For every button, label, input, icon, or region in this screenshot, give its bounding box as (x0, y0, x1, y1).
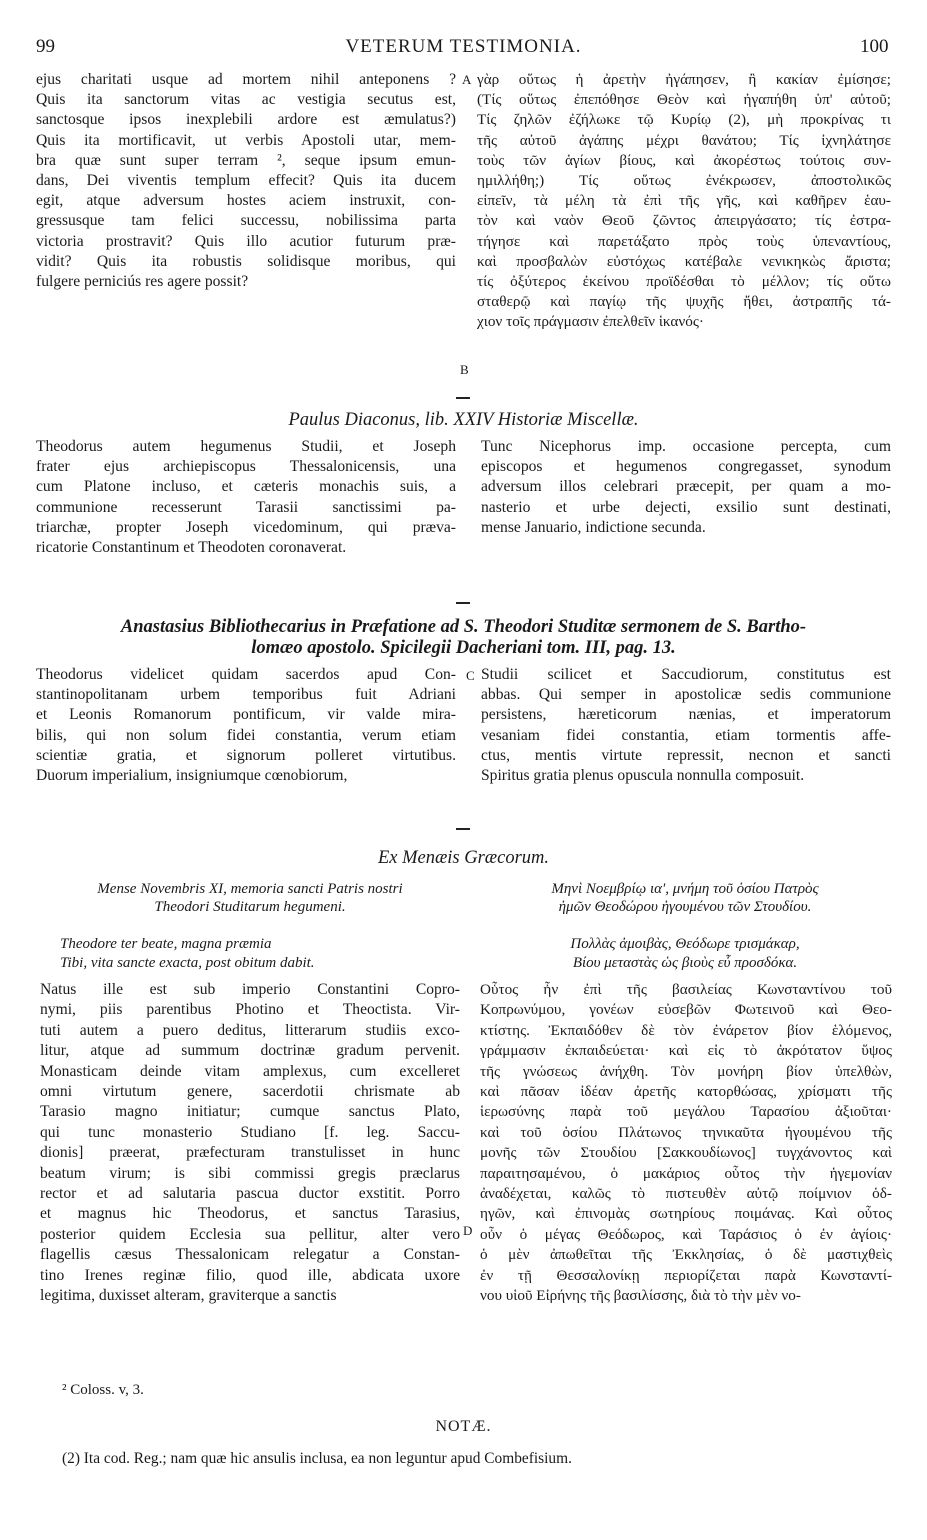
text-line: ejus charitati usque ad mortem nihil anteponens ? (36, 71, 456, 88)
text-line: ἱερωσύνης παρὰ τοῦ μεγάλου Ταρασίου ἀξιοῦται· (480, 1103, 892, 1121)
greek-caption-line: Μηνὶ Νοεμβρίῳ ια', μνήμη τοῦ ὁσίου Πατρὸς (551, 881, 819, 897)
text-line: scientiæ gratia, et signorum polleret virtutibus. (36, 746, 456, 764)
text-line: Tunc Nicephorus imp. occasione percepta, cum (481, 438, 891, 455)
margin-letter-c: C (466, 668, 475, 683)
text-line: τίς ὀξύτερος ἐκείνου προϊδέσθαι τὸ μέλλον; τίς οὕτω (477, 273, 891, 291)
text-line: Οὗτος ἦν ἐπὶ τῆς βασιλείας Κωνσταντίνου τοῦ (480, 981, 892, 998)
latin-verse-line: Theodore ter beate, magna præmia (60, 936, 272, 952)
anastasius-heading-line2: lomæo apostolo. Spicilegii Dacheriani tom. III, pag. 13. (251, 638, 676, 658)
greek-verse (478, 935, 892, 973)
text-line: vidit? Quis ita robustis solidisque moribus, qui (36, 252, 456, 270)
text-line: οὖν ὁ μέγας Θεόδωρος, καὶ Ταράσιος ὁ ἐν ἁγίοις· (480, 1225, 892, 1243)
text-line: νου υἱοῦ Εἰρήνης τῆς βασιλίσσης, διὰ τὸ τὴν μὲν νο- (480, 1287, 801, 1305)
text-line: κτίστης. Ἐκπαιδόθεν δὲ τὸν ἐνάρετον βίον ἑλόμενος, (480, 1021, 892, 1039)
text-line: τῆς γνώσεως ἀνήχθη. Τὸν μονήρη βίον ὑπελθὼν, (480, 1062, 892, 1080)
latin-caption-line: Mense Novembris XI, memoria sancti Patris nostri (97, 881, 403, 897)
text-line: tuti autem a puero deditus, litterarum studiis exco- (40, 1021, 460, 1039)
text-line: Theodorus autem hegumenus Studii, et Joseph (36, 438, 456, 455)
text-line: Quis ita sanctorum vitas ac vestigia secutus est, (36, 91, 456, 109)
text-line: Spiritus gratia plenus opuscula nonnulla composuit. (481, 767, 805, 785)
running-title: VETERUM TESTIMONIA. (345, 36, 582, 57)
text-line: τῆς αὐτοῦ ἀγάπης μέχρι θανάτου; Τίς ἰχνηλάτησε (477, 131, 891, 149)
greek-caption-line: ἡμῶν Θεοδώρου ἡγουμένου τῶν Στουδίου. (558, 899, 812, 915)
paulus-heading: Paulus Diaconus, lib. XXIV Historiæ Miscellæ. (288, 410, 639, 430)
text-line: μονῆς τῶν Στουδίου [Σακκουδίωνος] τυγχάνοντος καὶ (480, 1144, 892, 1162)
note-2: (2) Ita cod. Reg.; nam quæ hic ansulis inclusa, ea non leguntur apud Combefisium. (62, 1450, 572, 1467)
text-line: egit, atque adversum hostes aciem instruxit, con- (36, 192, 456, 210)
text-line: εἰπεῖν, τὰ μέλη τὰ ἐπὶ τῆς γῆς, καὶ καθῆρεν ἑαυ- (477, 192, 891, 210)
text-line: dans, Dei viventis templum effecit? Quis ita ducem (36, 172, 456, 190)
text-line: beatum virum; is sibi commissi gregis præclarus (40, 1164, 460, 1182)
text-line: ἀναδέχεται, καλῶς τὸ πιστευθὲν αὐτῷ ποίμνιον ὁδ- (480, 1185, 892, 1203)
text-line: vesaniam fidei constantia, etiam tormentis affe- (481, 726, 891, 744)
text-line: rector et ad salutaria pascua ductor exstitit. Porro (40, 1185, 460, 1203)
text-line: ἐν τῇ Θεσσαλονίκῃ περιορίζεται παρὰ Κωνσταντί- (480, 1266, 892, 1284)
text-line: ημιλλήθη;) Τίς οὕτως ἐνέκρωσεν, ἀποστολικῶς (477, 172, 891, 190)
text-line: Duorum imperialium, insigniumque cœnobiorum, (36, 767, 348, 785)
latin-verse (60, 935, 460, 973)
text-line: victoria prostravit? Quis illo acutior futurum præ- (36, 232, 456, 250)
text-line: Quis ita mortificavit, ut verbis Apostoli utar, mem- (36, 131, 456, 149)
page-number-left: 99 (36, 36, 55, 57)
s1-left-column (36, 70, 456, 292)
text-line: dionis] præerat, præfecturam transtulisset in hunc (40, 1144, 460, 1162)
anastasius-heading-line1: Anastasius Bibliothecarius in Præfatione ad S. Theodori Studitæ sermonem de S. Bartho- (120, 617, 807, 637)
text-line: γὰρ οὕτως ἡ ἀρετὴν ἠγάπησεν, ἢ κακίαν ἐμίσησε; (477, 71, 891, 88)
text-line: τήγησε καὶ παρετάξατο πρὸς τοὺς ὑπεναντίους, (477, 232, 891, 250)
text-line: fulgere perniciús res agere possit? (36, 273, 249, 291)
text-line: τὸν καὶ ναὸν Θεοῦ ζῶντος ἀπειργάσατο; τίς ἐστρα- (477, 212, 891, 230)
text-line: bilis, qui non solum fidei constantia, verum etiam (36, 726, 456, 744)
text-line: tino Irenes reginæ filio, quod ille, abdicata uxore (40, 1266, 460, 1284)
text-line: ηγῶν, καὶ ἐπινομὰς σωτηρίους ποιμάνας. Καὶ οὗτος (480, 1205, 892, 1223)
text-line: posterior quidem Ecclesia sua pellitur, alter vero (40, 1225, 460, 1243)
text-line: omni virtutum genere, sacerdotii chrismate ab (40, 1083, 460, 1101)
text-line: Κοπρωνύμου, γονέων εὐσεβῶν Φωτεινοῦ καὶ Θεο- (480, 1001, 892, 1019)
section-divider (456, 397, 470, 399)
s1-right-column (477, 70, 891, 333)
text-line: καὶ τοῦ ὁσίου Πλάτωνος τηνικαῦτα ἡγουμένου τῆς (480, 1123, 892, 1141)
latin-caption (40, 880, 460, 916)
text-line: ctus, mentis virtute repressit, necnon et sancti (481, 746, 891, 764)
text-line: καὶ πᾶσαν ἰδέαν ἀρετῆς κατορθώσας, χρίσματι τῆς (480, 1083, 892, 1101)
s4-right-column (480, 980, 892, 1307)
section-divider (456, 828, 470, 830)
text-line: triarchæ, propter Joseph vicedominum, qui præva- (36, 518, 456, 536)
greek-caption (478, 880, 892, 916)
text-line: χιον τοῖς πράγμασιν ἐπελθεῖν ἱκανός· (477, 313, 704, 331)
text-line: abbas. Qui semper in apostolicæ sedis communione (481, 686, 891, 704)
text-line: frater ejus archiepiscopus Thessalonicensis, una (36, 458, 456, 476)
text-line: ὁ μὲν ἀπωθεῖται τῆς Ἐκκλησίας, ὁ δὲ μαστιχθεὶς (480, 1246, 892, 1264)
text-line: litur, atque ad summum doctrinæ gradum pervenit. (40, 1042, 460, 1060)
text-line: καὶ προσβαλὼν εὐστόχως κατέβαλε νενικηκὼς ἄριστα; (477, 252, 891, 270)
s2-right-column (481, 437, 891, 538)
s3-left-column (36, 665, 456, 786)
text-line: et Leonis Romanorum pontificum, vir valde mira- (36, 706, 456, 724)
text-line: flagellis cæsus Thessalonicam relegatur a Constan- (40, 1246, 460, 1264)
text-line: bra quæ sunt super terram ², seque ipsum emun- (36, 151, 456, 169)
margin-letter-b: B (460, 362, 469, 377)
s2-left-column (36, 437, 456, 558)
text-line: gressusque tam felici successu, nobilissima parta (36, 212, 456, 230)
notae-title: NOTÆ. (435, 1418, 492, 1435)
text-line: qui tunc monasterio Studiano [f. leg. Saccu- (40, 1123, 460, 1141)
footnote: ² Coloss. v, 3. (62, 1382, 144, 1398)
greek-verse-line: Βίου μεταστὰς ὡς βιοὺς εὖ προσδόκα. (572, 955, 798, 971)
s4-left-column (40, 980, 460, 1307)
text-line: legitima, duxisset alteram, graviterque a sanctis (40, 1287, 337, 1305)
text-line: communione recesserunt Tarasii sanctissimi pa- (36, 498, 456, 516)
text-line: stantinopolitanam urbem temporibus fuit Adriani (36, 686, 456, 704)
text-line: et magnus hic Theodorus, et sanctus Tarasius, (40, 1205, 460, 1223)
text-line: Theodorus videlicet quidam sacerdos apud Con- (36, 666, 456, 683)
text-line: Monasticam deinde vitam amplexus, cum excelleret (40, 1062, 460, 1080)
text-line: nymi, piis parentibus Photino et Theoctista. Vir- (40, 1001, 460, 1019)
text-line: Natus ille est sub imperio Constantini Copro- (40, 981, 460, 998)
text-line: σταθερῷ καὶ παγίῳ τῆς ψυχῆς ἤθει, ἀστραπῆς τά- (477, 293, 891, 311)
text-line: Studii scilicet et Saccudiorum, constitutus est (481, 666, 891, 683)
s3-right-column (481, 665, 891, 786)
text-line: episcopos et hegumenos congregasset, synodum (481, 458, 891, 476)
text-line: γράμμασιν ἐκπαιδεύεται· καὶ εἰς τὸ ἀκρότατον ὕψος (480, 1042, 892, 1060)
text-line: ricatorie Constantinum et Theodoten coronaverat. (36, 539, 347, 557)
text-line: Tarasio magno initiatur; cumque sanctus Plato, (40, 1103, 460, 1121)
section-divider (456, 602, 470, 604)
latin-verse-line: Tibi, vita sancte exacta, post obitum dabit. (60, 955, 315, 971)
margin-letter-d: D (463, 1223, 473, 1238)
text-line: sanctosque ipsos inexplebili ardore est æmulatus?) (36, 111, 456, 129)
text-line: nasterio et urbe dejecti, exsilio sunt destinati, (481, 498, 891, 516)
text-line: mense Januario, indictione secunda. (481, 518, 706, 536)
text-line: adversum illos celebrari præcepit, per quam a mo- (481, 478, 891, 496)
menaeis-heading: Ex Menæis Græcorum. (377, 848, 550, 868)
text-line: τοὺς τῶν ἁγίων βίους, καὶ ἀκορέστως τούτοις συν- (477, 151, 891, 169)
text-line: cum Platone incluso, et cæteris monachis suis, a (36, 478, 456, 496)
text-line: (Τίς οὕτως ἐπεπόθησε Θεὸν καὶ ἠγαπήθη ὑπ' αὐτοῦ; (477, 91, 891, 109)
text-line: persistens, hæreticorum nænias, et imperatorum (481, 706, 891, 724)
page-number-right: 100 (860, 36, 889, 57)
text-line: Τίς ζηλῶν ἐζήλωκε τῷ Κυρίῳ (2), μὴ προκρίνας τι (477, 111, 891, 129)
text-line: παραιτησαμένου, ὁ μακάριος οὗτος τὴν ἡγεμονίαν (480, 1164, 892, 1182)
latin-caption-line: Theodori Studitarum hegumeni. (154, 899, 346, 915)
margin-letter-a: A (462, 72, 472, 87)
greek-verse-line: Πολλὰς ἀμοιβὰς, Θεόδωρε τρισμάκαρ, (570, 936, 800, 952)
